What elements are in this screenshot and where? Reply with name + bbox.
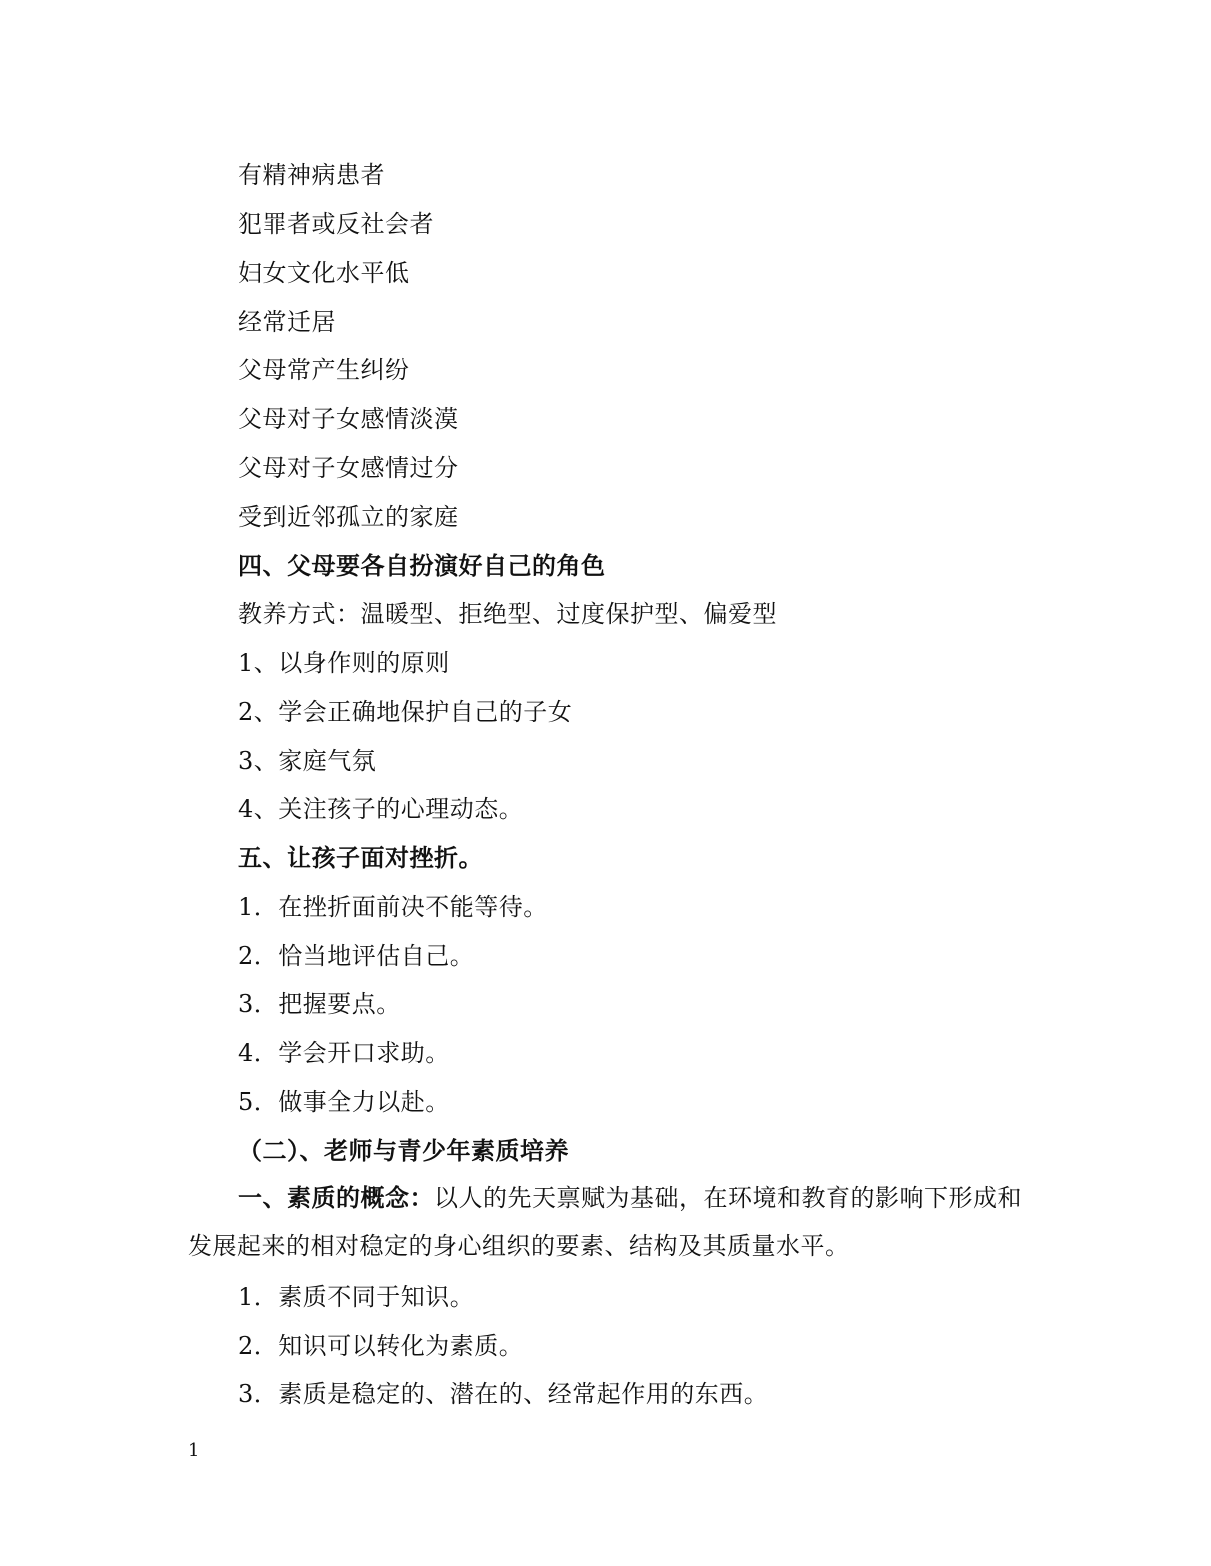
- part-heading: （二）、老师与青少年素质培养: [238, 1137, 569, 1165]
- risk-item: 父母常产生纠纷: [238, 356, 410, 384]
- list-item: 1、以身作则的原则: [238, 649, 450, 677]
- risk-item: 父母对子女感情过分: [238, 454, 459, 482]
- list-item: 3．把握要点。: [238, 990, 401, 1018]
- risk-item: 妇女文化水平低: [238, 259, 410, 287]
- list-item: 2．恰当地评估自己。: [238, 942, 475, 970]
- risk-item: 经常迁居: [238, 308, 336, 336]
- concept-text: 以人的先天禀赋为基础，在环境和教育的影响下形成和发展起来的相对稳定的身心组织的要素、结构及其质量水平。: [188, 1184, 1022, 1260]
- risk-item: 受到近邻孤立的家庭: [238, 503, 459, 531]
- list-item: 4、关注孩子的心理动态。: [238, 795, 524, 823]
- list-item: 5．做事全力以赴。: [238, 1088, 450, 1116]
- list-item: 3、家庭气氛: [238, 747, 377, 775]
- risk-item: 有精神病患者: [238, 161, 385, 189]
- list-item: 2．知识可以转化为素质。: [238, 1332, 524, 1360]
- risk-item: 父母对子女感情淡漠: [238, 405, 459, 433]
- risk-item: 犯罪者或反社会者: [238, 210, 434, 238]
- list-item: 3．素质是稳定的、潜在的、经常起作用的东西。: [238, 1380, 769, 1408]
- concept-paragraph: [188, 1174, 1038, 1270]
- section-heading: 五、让孩子面对挫折。: [238, 844, 483, 872]
- list-item: 4．学会开口求助。: [238, 1039, 450, 1067]
- list-item: 2、学会正确地保护自己的子女: [238, 698, 573, 726]
- parenting-styles: 教养方式：温暖型、拒绝型、过度保护型、偏爱型: [238, 600, 777, 628]
- list-item: 1．在挫折面前决不能等待。: [238, 893, 548, 921]
- concept-label: 一、素质的概念：: [238, 1184, 434, 1212]
- section-heading: 四、父母要各自扮演好自己的角色: [238, 552, 606, 580]
- list-item: 1．素质不同于知识。: [238, 1283, 475, 1311]
- page-number: 1: [188, 1440, 200, 1461]
